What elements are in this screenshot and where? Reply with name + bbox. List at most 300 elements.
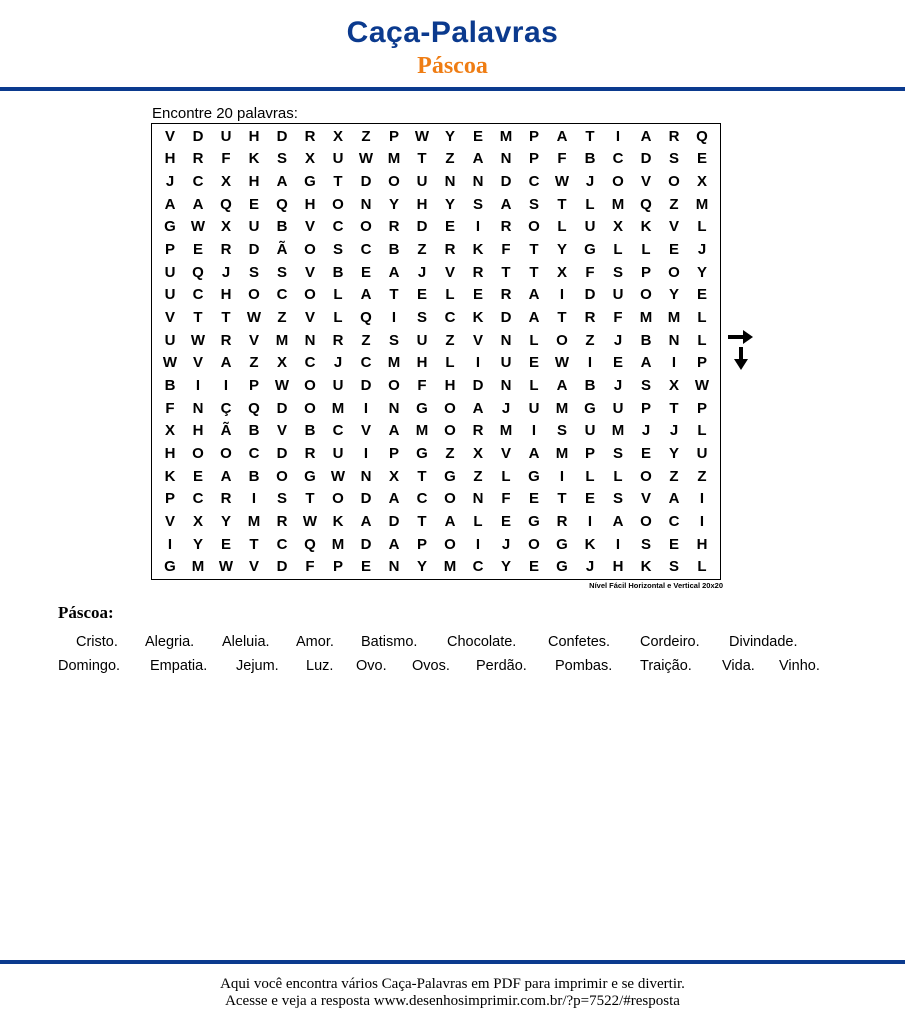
- grid-cell: H: [248, 127, 260, 145]
- grid-cell: Z: [277, 309, 287, 327]
- grid-cell: G: [416, 399, 428, 417]
- grid-cell: U: [416, 173, 428, 191]
- grid-cell: D: [640, 150, 652, 168]
- grid-cell: V: [668, 218, 679, 236]
- grid-cell: F: [585, 263, 595, 281]
- grid-cell: U: [164, 286, 176, 304]
- grid-cell: I: [587, 354, 593, 372]
- grid-cell: M: [331, 399, 345, 417]
- word-item: Batismo.: [361, 634, 418, 650]
- grid-cell: W: [246, 309, 262, 327]
- grid-cell: N: [500, 331, 512, 349]
- grid-cell: S: [248, 263, 259, 281]
- grid-cell: D: [388, 512, 400, 530]
- grid-cell: J: [697, 241, 707, 259]
- grid-cell: J: [221, 263, 231, 281]
- grid-cell: M: [415, 422, 429, 440]
- grid-cell: G: [528, 467, 540, 485]
- grid-cell: U: [612, 286, 624, 304]
- grid-cell: H: [248, 173, 260, 191]
- grid-cell: O: [304, 399, 316, 417]
- grid-cell: T: [305, 490, 315, 508]
- grid-cell: A: [360, 512, 372, 530]
- grid-cell: L: [529, 331, 539, 349]
- grid-cell: I: [167, 535, 173, 553]
- grid-cell: P: [696, 354, 707, 372]
- grid-cell: S: [276, 263, 287, 281]
- grid-cell: A: [472, 399, 484, 417]
- grid-cell: Ç: [220, 399, 232, 417]
- grid-cell: T: [557, 309, 567, 327]
- grid-cell: C: [416, 490, 428, 508]
- grid-cell: V: [472, 331, 483, 349]
- grid-cell: P: [528, 150, 539, 168]
- grid-cell: E: [528, 354, 539, 372]
- grid-cell: P: [164, 490, 175, 508]
- grid-cell: E: [500, 512, 511, 530]
- grid-cell: R: [472, 263, 484, 281]
- grid-cell: O: [192, 444, 204, 462]
- grid-cell: K: [248, 150, 260, 168]
- grid-cell: J: [613, 331, 623, 349]
- word-item: Vinho.: [779, 658, 820, 674]
- grid-cell: M: [247, 512, 261, 530]
- grid-cell: V: [192, 354, 203, 372]
- grid-cell: A: [528, 444, 540, 462]
- word-item: Ovo.: [356, 658, 387, 674]
- grid-cell: O: [640, 467, 652, 485]
- grid-cell: D: [416, 218, 428, 236]
- grid-cell: C: [192, 490, 204, 508]
- grid-cell: J: [585, 173, 595, 191]
- grid-cell: F: [165, 399, 175, 417]
- grid-cell: I: [699, 490, 705, 508]
- grid-cell: A: [472, 150, 484, 168]
- arrow-down-icon: [733, 347, 749, 371]
- grid-cell: O: [668, 173, 680, 191]
- grid-cell: D: [360, 376, 372, 394]
- grid-cell: Y: [192, 535, 203, 553]
- grid-cell: A: [556, 127, 568, 145]
- grid-cell: L: [697, 422, 707, 440]
- grid-cell: I: [475, 354, 481, 372]
- grid-cell: T: [501, 263, 511, 281]
- grid-cell: Z: [585, 331, 595, 349]
- grid-cell: P: [640, 263, 651, 281]
- grid-cell: A: [388, 422, 400, 440]
- grid-cell: K: [640, 558, 652, 576]
- grid-cell: P: [584, 444, 595, 462]
- grid-cell: Q: [640, 195, 652, 213]
- grid-cell: M: [695, 195, 709, 213]
- grid-cell: O: [556, 331, 568, 349]
- grid-cell: I: [475, 535, 481, 553]
- grid-cell: Q: [248, 399, 260, 417]
- grid-cell: Y: [668, 286, 679, 304]
- grid-cell: M: [275, 331, 289, 349]
- grid-cell: Z: [445, 444, 455, 462]
- grid-cell: M: [499, 422, 513, 440]
- grid-cell: G: [584, 241, 596, 259]
- grid-cell: U: [584, 422, 596, 440]
- grid-cell: N: [304, 331, 316, 349]
- grid-cell: O: [444, 490, 456, 508]
- grid-cell: W: [274, 376, 290, 394]
- grid-cell: L: [697, 331, 707, 349]
- grid-cell: S: [332, 241, 343, 259]
- grid-cell: W: [218, 558, 234, 576]
- grid-cell: V: [248, 558, 259, 576]
- grid-cell: Q: [696, 127, 708, 145]
- grid-cell: G: [164, 558, 176, 576]
- grid-cell: A: [220, 467, 232, 485]
- grid-cell: O: [640, 286, 652, 304]
- grid-cell: S: [276, 490, 287, 508]
- grid-cell: N: [388, 558, 400, 576]
- grid-cell: N: [668, 331, 680, 349]
- grid-cell: F: [305, 558, 315, 576]
- grid-cell: Y: [500, 558, 511, 576]
- grid-cell: J: [585, 558, 595, 576]
- grid-cell: L: [585, 467, 595, 485]
- grid-cell: X: [472, 444, 483, 462]
- grid-cell: F: [613, 309, 623, 327]
- grid-cell: C: [304, 354, 316, 372]
- bottom-divider: [0, 960, 905, 964]
- grid-cell: X: [220, 173, 231, 191]
- grid-cell: A: [388, 535, 400, 553]
- grid-cell: T: [529, 241, 539, 259]
- grid-cell: A: [388, 490, 400, 508]
- grid-cell: Y: [696, 263, 707, 281]
- grid-cell: S: [556, 422, 567, 440]
- grid-cell: B: [584, 150, 596, 168]
- grid-cell: R: [500, 286, 512, 304]
- grid-cell: F: [557, 150, 567, 168]
- grid-cell: R: [388, 218, 400, 236]
- grid-cell: S: [668, 150, 679, 168]
- grid-cell: Q: [276, 195, 288, 213]
- grid-cell: H: [612, 558, 624, 576]
- grid-cell: O: [220, 444, 232, 462]
- grid-cell: D: [360, 173, 372, 191]
- grid-cell: I: [587, 512, 593, 530]
- grid-cell: J: [333, 354, 343, 372]
- grid-cell: J: [417, 263, 427, 281]
- grid-cell: W: [414, 127, 430, 145]
- grid-cell: V: [304, 309, 315, 327]
- grid-cell: U: [696, 444, 708, 462]
- grid-cell: H: [696, 535, 708, 553]
- grid-cell: O: [640, 512, 652, 530]
- grid-cell: U: [248, 218, 260, 236]
- grid-cell: X: [276, 354, 287, 372]
- grid-cell: J: [613, 376, 623, 394]
- grid-cell: R: [472, 422, 484, 440]
- grid-cell: V: [360, 422, 371, 440]
- grid-cell: P: [248, 376, 259, 394]
- grid-cell: V: [248, 331, 259, 349]
- top-divider: [0, 87, 905, 91]
- grid-cell: E: [668, 535, 679, 553]
- grid-cell: P: [388, 444, 399, 462]
- grid-cell: E: [360, 263, 371, 281]
- grid-cell: C: [192, 286, 204, 304]
- grid-cell: N: [444, 173, 456, 191]
- grid-cell: Y: [444, 195, 455, 213]
- grid-cell: N: [472, 490, 484, 508]
- grid-cell: B: [304, 422, 316, 440]
- grid-cell: R: [500, 218, 512, 236]
- grid-cell: S: [388, 331, 399, 349]
- grid-cell: C: [360, 354, 372, 372]
- grid-cell: R: [276, 512, 288, 530]
- grid-cell: B: [388, 241, 400, 259]
- grid-cell: Z: [445, 150, 455, 168]
- grid-cell: N: [472, 173, 484, 191]
- grid-cell: R: [192, 150, 204, 168]
- grid-cell: T: [557, 195, 567, 213]
- grid-cell: Ã: [276, 241, 288, 259]
- grid-cell: E: [192, 467, 203, 485]
- word-item: Aleluia.: [222, 634, 270, 650]
- grid-cell: G: [556, 558, 568, 576]
- grid-cell: V: [164, 309, 175, 327]
- word-item: Ovos.: [412, 658, 450, 674]
- grid-cell: I: [475, 218, 481, 236]
- grid-cell: Z: [669, 467, 679, 485]
- grid-cell: E: [668, 241, 679, 259]
- grid-cell: E: [584, 490, 595, 508]
- grid-cell: C: [528, 173, 540, 191]
- grid-cell: X: [612, 218, 623, 236]
- grid-cell: O: [276, 467, 288, 485]
- grid-cell: Z: [361, 127, 371, 145]
- grid-cell: V: [640, 490, 651, 508]
- grid-cell: S: [472, 195, 483, 213]
- grid-cell: R: [668, 127, 680, 145]
- grid-cell: P: [528, 127, 539, 145]
- grid-cell: S: [612, 444, 623, 462]
- grid-cell: I: [699, 512, 705, 530]
- grid-cell: A: [556, 376, 568, 394]
- grid-cell: U: [164, 263, 176, 281]
- grid-cell: G: [528, 512, 540, 530]
- grid-cell: S: [668, 558, 679, 576]
- grid-cell: U: [332, 444, 344, 462]
- grid-cell: G: [444, 467, 456, 485]
- grid-cell: V: [304, 218, 315, 236]
- grid-cell: R: [444, 241, 456, 259]
- grid-cell: T: [333, 173, 343, 191]
- grid-cell: U: [332, 376, 344, 394]
- grid-cell: M: [555, 444, 569, 462]
- grid-cell: K: [472, 241, 484, 259]
- grid-cell: W: [694, 376, 710, 394]
- grid-cell: V: [276, 422, 287, 440]
- grid-cell: C: [192, 173, 204, 191]
- grid-cell: L: [333, 309, 343, 327]
- grid-cell: H: [192, 422, 204, 440]
- grid-cell: L: [501, 467, 511, 485]
- grid-cell: E: [696, 286, 707, 304]
- grid-cell: X: [220, 218, 231, 236]
- grid-cell: A: [640, 354, 652, 372]
- grid-cell: Y: [444, 127, 455, 145]
- word-item: Perdão.: [476, 658, 527, 674]
- grid-cell: U: [220, 127, 232, 145]
- grid-cell: C: [332, 218, 344, 236]
- grid-cell: W: [302, 512, 318, 530]
- grid-cell: O: [388, 173, 400, 191]
- grid-cell: Ã: [220, 422, 232, 440]
- grid-cell: M: [387, 354, 401, 372]
- grid-cell: I: [251, 490, 257, 508]
- grid-cell: L: [585, 195, 595, 213]
- grid-cell: M: [387, 150, 401, 168]
- grid-cell: O: [388, 376, 400, 394]
- grid-cell: T: [221, 309, 231, 327]
- grid-cell: W: [190, 218, 206, 236]
- grid-cell: R: [220, 331, 232, 349]
- footer-link-text: Acesse e veja a resposta www.desenhosimprimir.com.br/?p=7522/#resposta: [225, 993, 680, 1009]
- grid-cell: M: [611, 195, 625, 213]
- grid-cell: E: [528, 490, 539, 508]
- grid-cell: E: [444, 218, 455, 236]
- grid-cell: X: [192, 512, 203, 530]
- grid-cell: B: [332, 263, 344, 281]
- grid-cell: P: [164, 241, 175, 259]
- grid-cell: D: [276, 127, 288, 145]
- grid-cell: Z: [445, 331, 455, 349]
- arrow-right-icon: [728, 327, 754, 347]
- grid-cell: O: [528, 218, 540, 236]
- word-item: Confetes.: [548, 634, 611, 650]
- grid-cell: F: [417, 376, 427, 394]
- grid-cell: Q: [360, 309, 372, 327]
- grid-cell: V: [640, 173, 651, 191]
- grid-cell: H: [304, 195, 316, 213]
- grid-cell: X: [388, 467, 399, 485]
- word-item: Jejum.: [236, 658, 279, 674]
- word-item: Alegria.: [145, 634, 195, 650]
- grid-cell: M: [331, 535, 345, 553]
- grid-cell: P: [332, 558, 343, 576]
- grid-cell: L: [641, 241, 651, 259]
- grid-cell: H: [444, 376, 456, 394]
- grid-cell: R: [584, 309, 596, 327]
- grid-cell: S: [612, 490, 623, 508]
- grid-cell: O: [304, 241, 316, 259]
- grid-cell: S: [416, 309, 427, 327]
- grid-cell: C: [668, 512, 680, 530]
- grid-cell: Y: [556, 241, 567, 259]
- word-item: Vida.: [722, 658, 755, 674]
- grid-cell: I: [531, 422, 537, 440]
- grid-cell: R: [332, 331, 344, 349]
- grid-cell: B: [584, 376, 596, 394]
- grid-cell: C: [360, 241, 372, 259]
- grid-cell: C: [276, 535, 288, 553]
- difficulty-label: Nível Fácil Horizontal e Vertical 20x20: [589, 581, 723, 590]
- grid-cell: K: [164, 467, 176, 485]
- grid-cell: L: [697, 218, 707, 236]
- grid-cell: L: [333, 286, 343, 304]
- grid-cell: Q: [304, 535, 316, 553]
- grid-cell: K: [332, 512, 344, 530]
- grid-cell: N: [500, 376, 512, 394]
- grid-cell: J: [669, 422, 679, 440]
- grid-cell: S: [612, 263, 623, 281]
- grid-cell: A: [164, 195, 176, 213]
- grid-cell: Q: [220, 195, 232, 213]
- grid-cell: M: [499, 127, 513, 145]
- grid-cell: M: [191, 558, 205, 576]
- page-subtitle: Páscoa: [417, 53, 488, 79]
- grid-cell: P: [416, 535, 427, 553]
- word-item: Pombas.: [555, 658, 613, 674]
- grid-cell: O: [444, 422, 456, 440]
- grid-cell: O: [332, 195, 344, 213]
- footer-text: Aqui você encontra vários Caça-Palavras em PDF para imprimir e se divertir.: [220, 976, 685, 992]
- grid-cell: M: [639, 309, 653, 327]
- grid-cell: C: [248, 444, 260, 462]
- grid-cell: X: [668, 376, 679, 394]
- grid-cell: N: [192, 399, 204, 417]
- grid-cell: W: [330, 467, 346, 485]
- grid-cell: E: [696, 150, 707, 168]
- grid-cell: V: [164, 127, 175, 145]
- grid-cell: F: [501, 490, 511, 508]
- grid-cell: C: [332, 422, 344, 440]
- grid-cell: E: [416, 286, 427, 304]
- grid-cell: B: [640, 331, 652, 349]
- grid-cell: X: [696, 173, 707, 191]
- grid-cell: O: [304, 286, 316, 304]
- grid-cell: P: [696, 399, 707, 417]
- grid-cell: N: [500, 150, 512, 168]
- grid-cell: Z: [249, 354, 259, 372]
- grid-cell: X: [304, 150, 315, 168]
- grid-cell: T: [417, 150, 427, 168]
- grid-cell: Y: [220, 512, 231, 530]
- grid-cell: E: [220, 535, 231, 553]
- word-item: Traição.: [640, 658, 692, 674]
- grid-cell: A: [640, 127, 652, 145]
- grid-cell: Q: [192, 263, 204, 281]
- grid-cell: A: [220, 354, 232, 372]
- grid-cell: S: [528, 195, 539, 213]
- grid-cell: X: [556, 263, 567, 281]
- grid-cell: W: [554, 354, 570, 372]
- grid-cell: S: [640, 535, 651, 553]
- grid-cell: D: [500, 173, 512, 191]
- grid-cell: I: [391, 309, 397, 327]
- grid-cell: U: [332, 150, 344, 168]
- grid-cell: X: [164, 422, 175, 440]
- grid-cell: Y: [668, 444, 679, 462]
- grid-cell: I: [615, 535, 621, 553]
- grid-cell: G: [584, 399, 596, 417]
- grid-cell: J: [501, 399, 511, 417]
- grid-cell: Z: [669, 195, 679, 213]
- grid-cell: E: [472, 127, 483, 145]
- grid-cell: R: [304, 127, 316, 145]
- grid-cell: L: [473, 512, 483, 530]
- grid-cell: V: [164, 512, 175, 530]
- grid-cell: I: [223, 376, 229, 394]
- grid-cell: P: [388, 127, 399, 145]
